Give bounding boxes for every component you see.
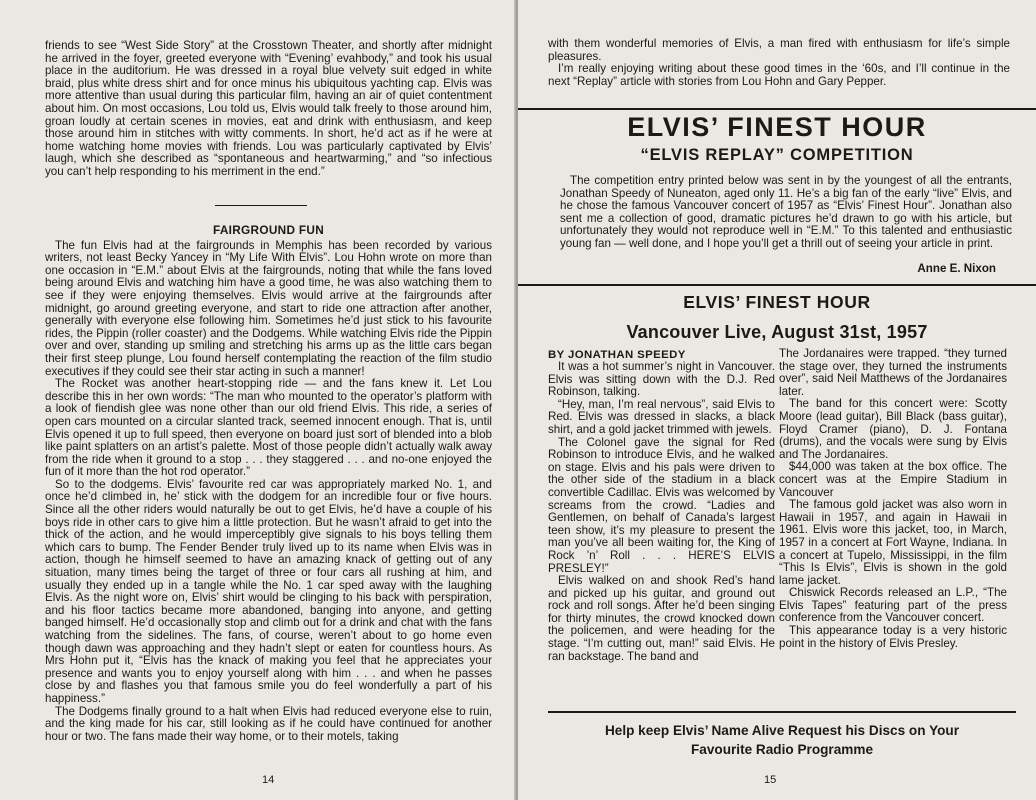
subheadline: “ELVIS REPLAY” COMPETITION	[640, 146, 914, 164]
article-column-right	[779, 348, 1007, 650]
byline: BY JONATHAN SPEEDY	[548, 349, 686, 361]
footer-line: Help keep Elvis’ Name Alive Request his Discs on Your	[604, 723, 960, 738]
paragraph: The Dodgems finally ground to a halt when Elvis had reduced everyone else to ruin, and the king made for his car, still looking as if he could have continued for another hour or two. The fans made their way home, or to their motels, taking	[45, 704, 492, 743]
paragraph: The Colonel gave the signal for Red Robinson to introduce Elvis, and he walked on stage. Elvis and his pals were driven to the other side of the stadium in a black convertible Cadillac. Elvis was welcomed by screams from the crowd. “Ladies and Gentlemen, on behalf of Canada’s largest teen show, it’s my pleasure to present the man you’ve all been waiting for, the King of Rock ’n’ Roll . . . HERE’S ELVIS PRESLEY!”	[548, 435, 775, 575]
section-rule	[518, 108, 1036, 110]
signature: Anne E. Nixon	[917, 262, 996, 275]
section-divider	[215, 205, 307, 206]
paragraph: Chiswick Records released an L.P., “The Elvis Tapes” featuring part of the press conference from the Vancouver concert.	[779, 586, 1007, 625]
section-heading: FAIRGROUND FUN	[212, 223, 325, 237]
paragraph: The Jordanaires were trapped. “they turned the stage over, they turned the instruments over”, said Neil Matthews of the Jordanaires later.	[779, 347, 1007, 398]
footer-slogan	[548, 721, 1016, 759]
continued-paragraph: friends to see “West Side Story” at the Crosstown Theater, and shortly after midnight he arrived in the foyer, greeted everyone with “Evening’ evahbody,” and took his usual place in the auditorium. He was dressed in a royal blue velvety suit edged in white braid, plus white dress shirt and for once minus his ubiquitous yachting cap. Elvis was more attentive than usual during this particular film, having an air of quiet contentment about him. On most occasions, Lou told us, Elvis would talk freely to those around him, groan loudly at certain scenes in movies, eat and drink with enthusiasm, and keep those around him in stitches with witty comments. In short, he’d act as if he were at home watching home movies with friends. Lou was particularly captivated by Elvis’ laugh, which she described as “spontaneous and heartwarming,” and “so infectious you can’t help responding to his merriment in the end.”	[45, 39, 492, 178]
fairground-section	[45, 224, 492, 743]
footer-line: Favourite Radio Programme	[690, 742, 874, 757]
intro-continued	[548, 38, 1010, 88]
paragraph: “Hey, man, I’m real nervous”, said Elvis to Red. Elvis was dressed in slacks, a black shirt, and a gold jacket trimmed with jewels.	[548, 397, 775, 436]
paragraph: Elvis walked on and shook Red’s hand and picked up his guitar, and ground out rock and roll songs. After he’d been singing for thirty minutes, the crowd knocked down the policemen, and were heading for the stage. “I’m cutting out, man!” said Elvis. He ran backstage. The band and	[548, 574, 775, 663]
page-number-right: 15	[764, 774, 777, 786]
competition-intro	[560, 175, 1012, 251]
article-column-left	[548, 361, 775, 663]
article-title: ELVIS’ FINEST HOUR	[683, 292, 871, 312]
headline: ELVIS’ FINEST HOUR	[627, 112, 927, 142]
paragraph: The famous gold jacket was also worn in Hawaii in 1957, and again in Hawaii in 1961. Elvis wore this jacket, too, in March, 1957 in a concert at Fort Wayne, Indiana. In a concert at Tupelo, Mississippi, in the film “This Is Elvis”, Elvis is shown in the gold lame jacket.	[779, 498, 1007, 587]
article-subtitle: Vancouver Live, August 31st, 1957	[626, 322, 928, 342]
left-column-continued	[45, 40, 492, 179]
paragraph: I’m really enjoying writing about these good times in the ‘60s, and I’ll continue in the next “Replay” article with stories from Lou Hohn and Gary Pepper.	[548, 62, 1010, 88]
paragraph: The competition entry printed below was sent in by the youngest of all the entrants, Jonathan Speedy of Nuneaton, aged only 11. He’s a big fan of the early “live” Elvis, and he chose the famous Vancouver concert of 1957 as “Elvis’ Finest Hour”. Jonathan also sent me a collection of good, dramatic pictures he’d drawn to go with his article, but unfortunately they would not reproduce well in “E.M.” To this talented and enthusiastic young fan — well done, and I hope you’ll get a thrill out of seeing your article in print.	[560, 174, 1012, 250]
left-page	[0, 0, 516, 800]
paragraph: So to the dodgems. Elvis’ favourite red car was appropriately marked No. 1, and once he’d climbed in, he’ stick with the dodgem for an incredible four or five hours. Since all the other riders would naturally be out to get Elvis, he’d have a couple of his boys ride in other cars to give him a little protection. But he wasn’t afraid to get into the thick of the action, and he would imperceptibly give signals to his boys telling them which cars to bump. The Fender Bender truly lived up to its name when Elvis was in action, though he himself seemed to have an amazing knack of getting out of any situation, many times being the target of three or four cars all rushing at him, and usually they ended up in a tangle while the No. 1 car sped away with the laughing Elvis. As the night wore on, Elvis’ shirt would be clinging to his back with perspiration, and his floor tactics became more abandoned, banging into anyone, and getting banged himself. He’d occasionally stop and climb out for a drink and chat with the fans watching from the sidelines. The fans, of course, weren’t about to go home even though dawn was approaching and they hadn’t slept or eaten for countless hours. As Mrs Hohn put it, “Elvis has the knack of making you feel that he appreciates your presence and wants you to enjoy yourself along with him . . . and when he passes close by and flashes you that famous smile you do feel wonderfully a part of his happiness.”	[45, 477, 492, 705]
paragraph: The fun Elvis had at the fairgrounds in Memphis has been recorded by various writers, not least Becky Yancey in “My Life With Elvis”. Lou Hohn wrote on more than one occasion in “E.M.” about Elvis at the fairgrounds, noting that while the fans loved being around Elvis and watching him have a good time, he was also watching them to see if they were enjoying themselves. Elvis would arrive at the fairgrounds after midnight, go around greeting everyone, and start to ride one attraction after another, generally with everyone else following him. Sometimes he’d just stick to his favourite rides, the Pippin (roller coaster) and the Dodgems. While watching Elvis ride the Pippin over and over, standing up smiling and stretching his arms up as the little cars began their first steep plunge, Lou found herself contemplating the reaction of the film studio executives if they could see their star acting in such a manner!	[45, 238, 492, 378]
right-page	[518, 0, 1036, 800]
paragraph: $44,000 was taken at the box office. The concert was at the Empire Stadium in Vancouver	[779, 460, 1007, 499]
paragraph: with them wonderful memories of Elvis, a man fired with enthusiasm for life’s simple pleasures.	[548, 37, 1010, 63]
paragraph: The Rocket was another heart-stopping ride — and the fans knew it. Let Lou describe this in her own words: “The man who mounted to the operator’s platform with a look of fiendish glee was none other than our old friend Elvis. This ride, a series of open cars mounted on a circular slanted track, seemed innocent enough. That is, until Elvis opened it up to full speed, then everyone on board just sort of blended into a blob like paint splatters on an artist’s palette. Most of those people didn’t actually walk away from the ride when it ground to a stop . . . they staggered . . . and no-one enjoyed the fun of it more than the hot rod operator.”	[45, 377, 492, 479]
paragraph: The band for this concert were: Scotty Moore (lead guitar), Bill Black (bass guitar), Floyd Cramer (piano), D. J. Fontana (drums), and the vocals were sung by Elvis and The Jordanaires.	[779, 397, 1007, 461]
page-number-left: 14	[262, 774, 275, 786]
paragraph: This appearance today is a very historic point in the history of Elvis Presley.	[779, 624, 1007, 650]
paragraph: It was a hot summer’s night in Vancouver. Elvis was sitting down with the D.J. Red Robinson, talking.	[548, 360, 775, 399]
footer-rule	[548, 711, 1016, 713]
section-rule	[518, 284, 1036, 286]
